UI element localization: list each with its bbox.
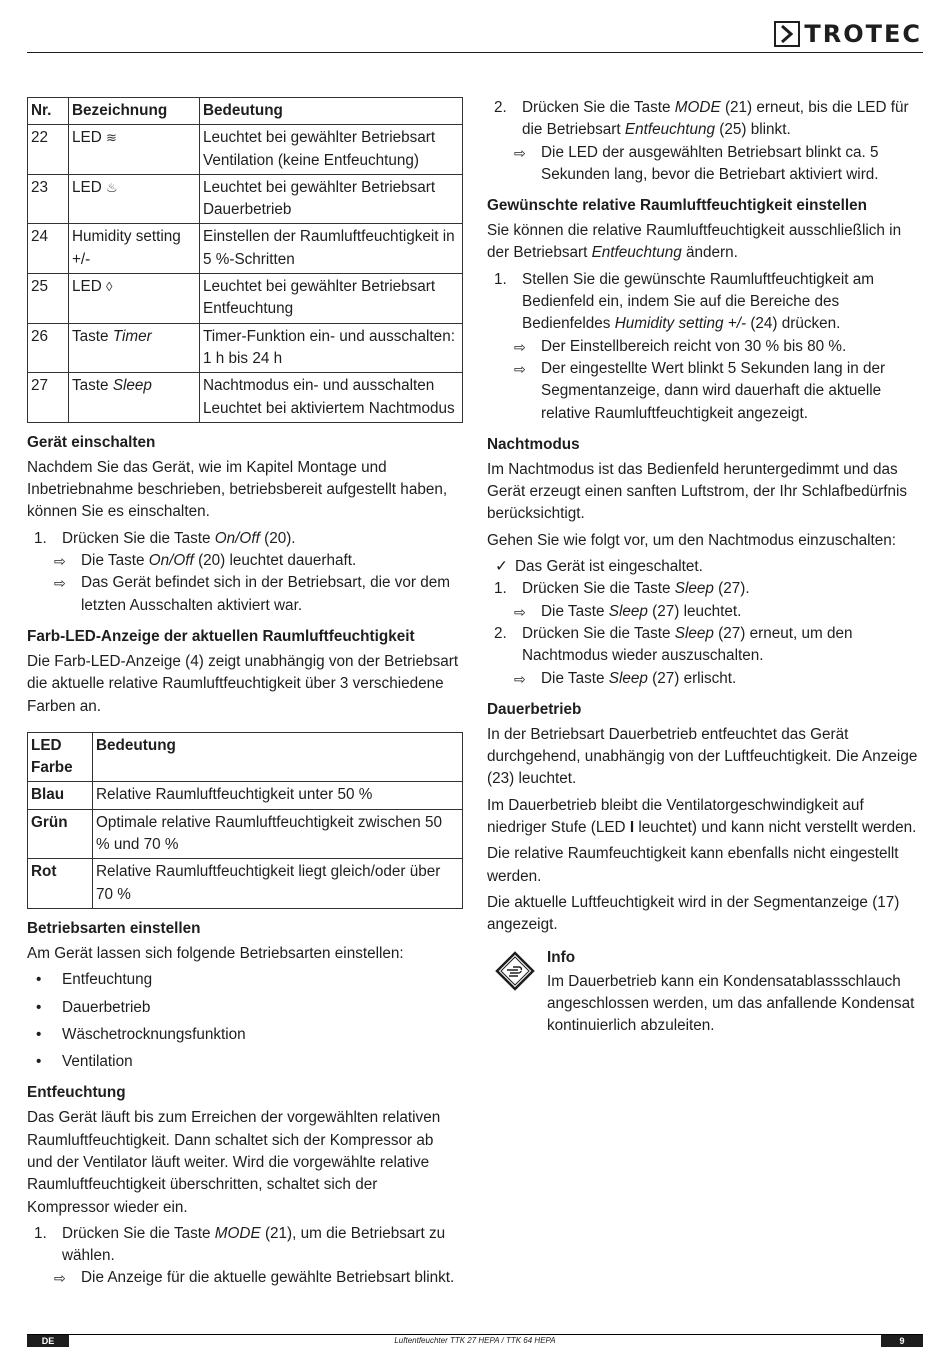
check-item — [487, 556, 923, 578]
table-cell — [69, 373, 200, 423]
list-item-text: Wäschetrocknungsfunktion — [62, 1025, 246, 1043]
section-heading: Entfeuchtung — [27, 1084, 126, 1102]
step-text: (21) erneut, bis die LED für die Betriebsart — [522, 99, 909, 139]
table-cell: Leuchtet bei gewählter Betriebsart Ventilation (keine Entfeuchtung) — [200, 125, 463, 175]
paragraph: Die relative Raumfeuchtigkeit kann ebenfalls nicht eingestellt werden. — [487, 845, 899, 885]
bullet-icon: • — [36, 998, 42, 1016]
step-number: 1. — [494, 580, 507, 598]
list-item — [27, 1024, 463, 1046]
result-text: (20) leuchtet dauerhaft. — [198, 552, 357, 570]
check-icon: ✓ — [495, 558, 508, 576]
paragraph-text-italic: Entfeuchtung — [591, 244, 682, 262]
table-cell: Leuchtet bei gewählter Betriebsart Entfeuchtung — [200, 274, 463, 324]
list-item-text: Dauerbetrieb — [62, 998, 151, 1016]
table-cell: Humidity setting +/- — [69, 224, 200, 274]
table-cell — [69, 125, 200, 175]
left-column — [27, 97, 463, 1290]
footer-title: Luftentfeuchter TTK 27 HEPA / TTK 64 HEPA — [394, 1336, 556, 1345]
table-cell — [69, 323, 200, 373]
arrow-right-icon: ⇨ — [54, 575, 66, 592]
step-item — [27, 1223, 463, 1268]
table-cell: 27 — [28, 373, 69, 423]
table-header: Nr. — [28, 98, 69, 125]
step-number: 1. — [34, 1224, 47, 1242]
result-text: Das Gerät befindet sich in der Betriebsart, die vor dem letzten Ausschalten aktiviert war. — [81, 574, 451, 614]
step-text-italic: Sleep — [674, 624, 714, 642]
step-text: Drücken Sie die Taste — [62, 529, 211, 547]
step-item — [487, 623, 923, 668]
list-item-text: Entfeuchtung — [62, 971, 153, 989]
paragraph: Das Gerät läuft bis zum Erreichen der vorgewählten relativen Raumluftfeuchtigkeit. Dann schaltet sich der Kompressor ab und der Ventilator läuft weiter. Wird die vorgewählte relative Raumluftfeuchtigkeit überschritten, schaltet sich der Kompressor wieder ein. — [27, 1109, 441, 1216]
control-panel-table — [27, 97, 463, 423]
brand-name: TROTEC — [804, 20, 922, 48]
droplet-icon: ◊ — [106, 279, 113, 295]
table-cell: 23 — [28, 174, 69, 224]
table-cell: Blau — [28, 782, 93, 809]
table-cell: Timer-Funktion ein- und ausschalten: 1 h bis 24 h — [200, 323, 463, 373]
result-item — [487, 668, 923, 690]
paragraph-text: Sie können die relative Raumluftfeuchtigkeit ausschließlich in der Betriebsart — [487, 222, 902, 262]
result-text: Der eingestellte Wert blinkt 5 Sekunden lang in der Segmentanzeige, dann wird dauerhaft die aktuelle relative Raumluftfeuchtigkeit angezeigt. — [541, 359, 886, 422]
paragraph: Im Nachtmodus ist das Bedienfeld heruntergedimmt und das Gerät erzeugt einen sanften Luftstrom, der Ihr Schlafbedürfnis berücksichtigt. — [487, 460, 908, 523]
page-footer — [27, 1334, 923, 1347]
bullet-icon: • — [36, 971, 42, 989]
step-text-italic: MODE — [214, 1224, 261, 1242]
continuous-mode-icon: ♨ — [106, 179, 118, 195]
step-text: (27) erneut, um den Nachtmodus wieder auszuschalten. — [522, 624, 853, 665]
table-row — [28, 323, 463, 373]
paragraph-text: ändern. — [685, 244, 738, 262]
paragraph-text-bold: I — [629, 819, 635, 837]
table-header: LED Farbe — [28, 732, 93, 782]
pointing-hand-icon — [495, 951, 535, 991]
step-number: 1. — [34, 529, 47, 547]
bullet-icon: • — [36, 1053, 42, 1071]
table-header: Bedeutung — [200, 98, 463, 125]
step-item — [487, 578, 923, 600]
right-column — [487, 97, 923, 1038]
step-number: 2. — [494, 624, 507, 642]
table-cell: Rot — [28, 859, 93, 909]
info-title: Info — [547, 948, 576, 966]
step-text-italic: MODE — [674, 99, 721, 116]
step-text: Stellen Sie die gewünschte Raumluftfeuchtigkeit am Bedienfeld ein, indem Sie auf die Bereiche des Bedienfeldes — [522, 270, 875, 333]
paragraph: In der Betriebsart Dauerbetrieb entfeuchtet das Gerät durchgehend, unabhängig von der Luftfeuchtigkeit. Die Anzeige (23) leuchtet. — [487, 725, 918, 788]
table-cell: Nachtmodus ein- und ausschalten Leuchtet bei aktiviertem Nachtmodus — [200, 373, 463, 423]
trotec-logo — [774, 20, 922, 48]
result-text-italic: Sleep — [608, 602, 648, 620]
table-cell: Leuchtet bei gewählter Betriebsart Dauerbetrieb — [200, 174, 463, 224]
step-item — [487, 97, 923, 142]
table-row — [28, 859, 463, 909]
section-heading: Dauerbetrieb — [487, 700, 582, 718]
result-text-italic: On/Off — [148, 552, 194, 570]
step-text: Drücken Sie die Taste — [522, 580, 671, 598]
step-text-italic: On/Off — [214, 529, 260, 547]
result-text: (27) erlischt. — [652, 669, 737, 687]
paragraph: Nachdem Sie das Gerät, wie im Kapitel Montage und Inbetriebnahme beschrieben, betriebsbereit aufgestellt haben, können Sie es einschalten. — [27, 458, 448, 521]
arrow-right-icon: ⇨ — [54, 553, 66, 570]
step-number: 1. — [494, 270, 507, 288]
table-cell: Optimale relative Raumluftfeuchtigkeit zwischen 50 % und 70 % — [93, 809, 463, 859]
step-text: (24) drücken. — [750, 315, 841, 333]
result-item — [487, 336, 923, 358]
step-number: 2. — [494, 99, 507, 116]
step-text: (21), um die Betriebsart zu wählen. — [62, 1224, 446, 1265]
step-text-italic: Entfeuchtung — [624, 121, 716, 139]
paragraph — [487, 220, 923, 265]
cell-text: Taste — [72, 327, 109, 345]
table-header: Bedeutung — [93, 732, 463, 782]
section-heading: Gewünschte relative Raumluftfeuchtigkeit einstellen — [487, 197, 867, 215]
step-text: Drücken Sie die Taste — [62, 1224, 211, 1242]
result-item — [487, 358, 923, 425]
table-cell: Relative Raumluftfeuchtigkeit liegt gleich/oder über 70 % — [93, 859, 463, 909]
result-text: Die Anzeige für die aktuelle gewählte Betriebsart blinkt. — [81, 1269, 455, 1287]
result-item — [27, 550, 463, 572]
arrow-right-icon: ⇨ — [514, 603, 526, 620]
table-row — [28, 274, 463, 324]
step-item — [27, 528, 463, 550]
step-item — [487, 269, 923, 336]
result-text: Die Taste — [81, 552, 145, 570]
cell-text: LED — [72, 278, 102, 296]
cell-text: LED — [72, 178, 102, 196]
language-badge: DE — [27, 1335, 69, 1347]
section-heading: Gerät einschalten — [27, 433, 156, 451]
table-cell: 25 — [28, 274, 69, 324]
result-text: Die LED der ausgewählten Betriebsart blinkt ca. 5 Sekunden lang, bevor die Betriebart aktiviert wird. — [541, 143, 879, 183]
table-header-row — [28, 98, 463, 125]
table-row — [28, 224, 463, 274]
table-cell: 22 — [28, 125, 69, 175]
table-row — [28, 782, 463, 809]
paragraph: Am Gerät lassen sich folgende Betriebsarten einstellen: — [27, 944, 404, 962]
result-item — [487, 142, 923, 187]
list-item-text: Ventilation — [62, 1053, 133, 1071]
table-row — [28, 809, 463, 859]
result-text: (27) leuchtet. — [652, 602, 742, 620]
ventilation-icon: ≋ — [106, 130, 117, 146]
cell-text: Taste — [72, 377, 109, 395]
section-heading: Betriebsarten einstellen — [27, 919, 201, 937]
paragraph-text: leuchtet) und kann nicht verstellt werden. — [638, 819, 917, 837]
result-item — [487, 601, 923, 623]
led-color-table — [27, 732, 463, 909]
info-text: Im Dauerbetrieb kann ein Kondensatablassschlauch angeschlossen werden, um das anfallende Kondensat kontinuierlich abzuleiten. — [547, 972, 915, 1035]
table-cell — [69, 274, 200, 324]
table-row — [28, 373, 463, 423]
result-text: Der Einstellbereich reicht von 30 % bis 80 %. — [541, 337, 847, 355]
paragraph: Die aktuelle Luftfeuchtigkeit wird in der Segmentanzeige (17) angezeigt. — [487, 893, 900, 934]
paragraph-text: Im Dauerbetrieb bleibt die Ventilatorgeschwindigkeit auf niedriger Stufe (LED — [487, 796, 864, 837]
table-cell: 26 — [28, 323, 69, 373]
step-text: Drücken Sie die Taste — [522, 99, 671, 116]
table-header: Bezeichnung — [69, 98, 200, 125]
table-cell: Relative Raumluftfeuchtigkeit unter 50 % — [93, 782, 463, 809]
chevron-right-icon — [774, 21, 800, 47]
table-cell — [69, 174, 200, 224]
result-item — [27, 1267, 463, 1289]
list-item — [27, 997, 463, 1019]
arrow-right-icon: ⇨ — [514, 360, 526, 377]
check-text: Das Gerät ist eingeschaltet. — [515, 558, 703, 576]
section-heading: Nachtmodus — [487, 435, 580, 453]
paragraph — [487, 795, 923, 840]
section-heading: Farb-LED-Anzeige der aktuellen Raumluftfeuchtigkeit — [27, 627, 415, 645]
step-text: Drücken Sie die Taste — [522, 624, 671, 642]
table-cell: Einstellen der Raumluftfeuchtigkeit in 5 %-Schritten — [200, 224, 463, 274]
table-header-row — [28, 732, 463, 782]
arrow-right-icon: ⇨ — [514, 670, 526, 687]
result-item — [27, 572, 463, 617]
step-text: (25) blinkt. — [719, 121, 791, 139]
paragraph: Gehen Sie wie folgt vor, um den Nachtmodus einzuschalten: — [487, 531, 896, 549]
header-rule — [27, 52, 923, 53]
arrow-right-icon: ⇨ — [514, 338, 526, 355]
list-item — [27, 1051, 463, 1073]
result-text-italic: Sleep — [608, 669, 648, 687]
arrow-right-icon: ⇨ — [514, 144, 526, 161]
table-row — [28, 174, 463, 224]
step-text: (27). — [718, 580, 750, 598]
result-text: Die Taste — [541, 602, 605, 620]
list-item — [27, 969, 463, 991]
info-box — [487, 947, 923, 1038]
step-text: (20). — [264, 529, 296, 547]
arrow-right-icon: ⇨ — [54, 1270, 66, 1287]
paragraph: Die Farb-LED-Anzeige (4) zeigt unabhängig von der Betriebsart die aktuelle relative Raumluftfeuchtigkeit über 3 verschiedene Farben an. — [27, 652, 459, 715]
cell-text: LED — [72, 129, 102, 147]
table-cell: 24 — [28, 224, 69, 274]
step-text-italic: Humidity setting +/- — [614, 315, 747, 333]
page-number: 9 — [881, 1335, 923, 1347]
result-text: Die Taste — [541, 669, 605, 687]
step-text-italic: Sleep — [674, 580, 714, 598]
table-row — [28, 125, 463, 175]
cell-text-italic: Sleep — [112, 377, 152, 395]
bullet-icon: • — [36, 1025, 42, 1043]
cell-text-italic: Timer — [112, 327, 152, 345]
table-cell: Grün — [28, 809, 93, 859]
